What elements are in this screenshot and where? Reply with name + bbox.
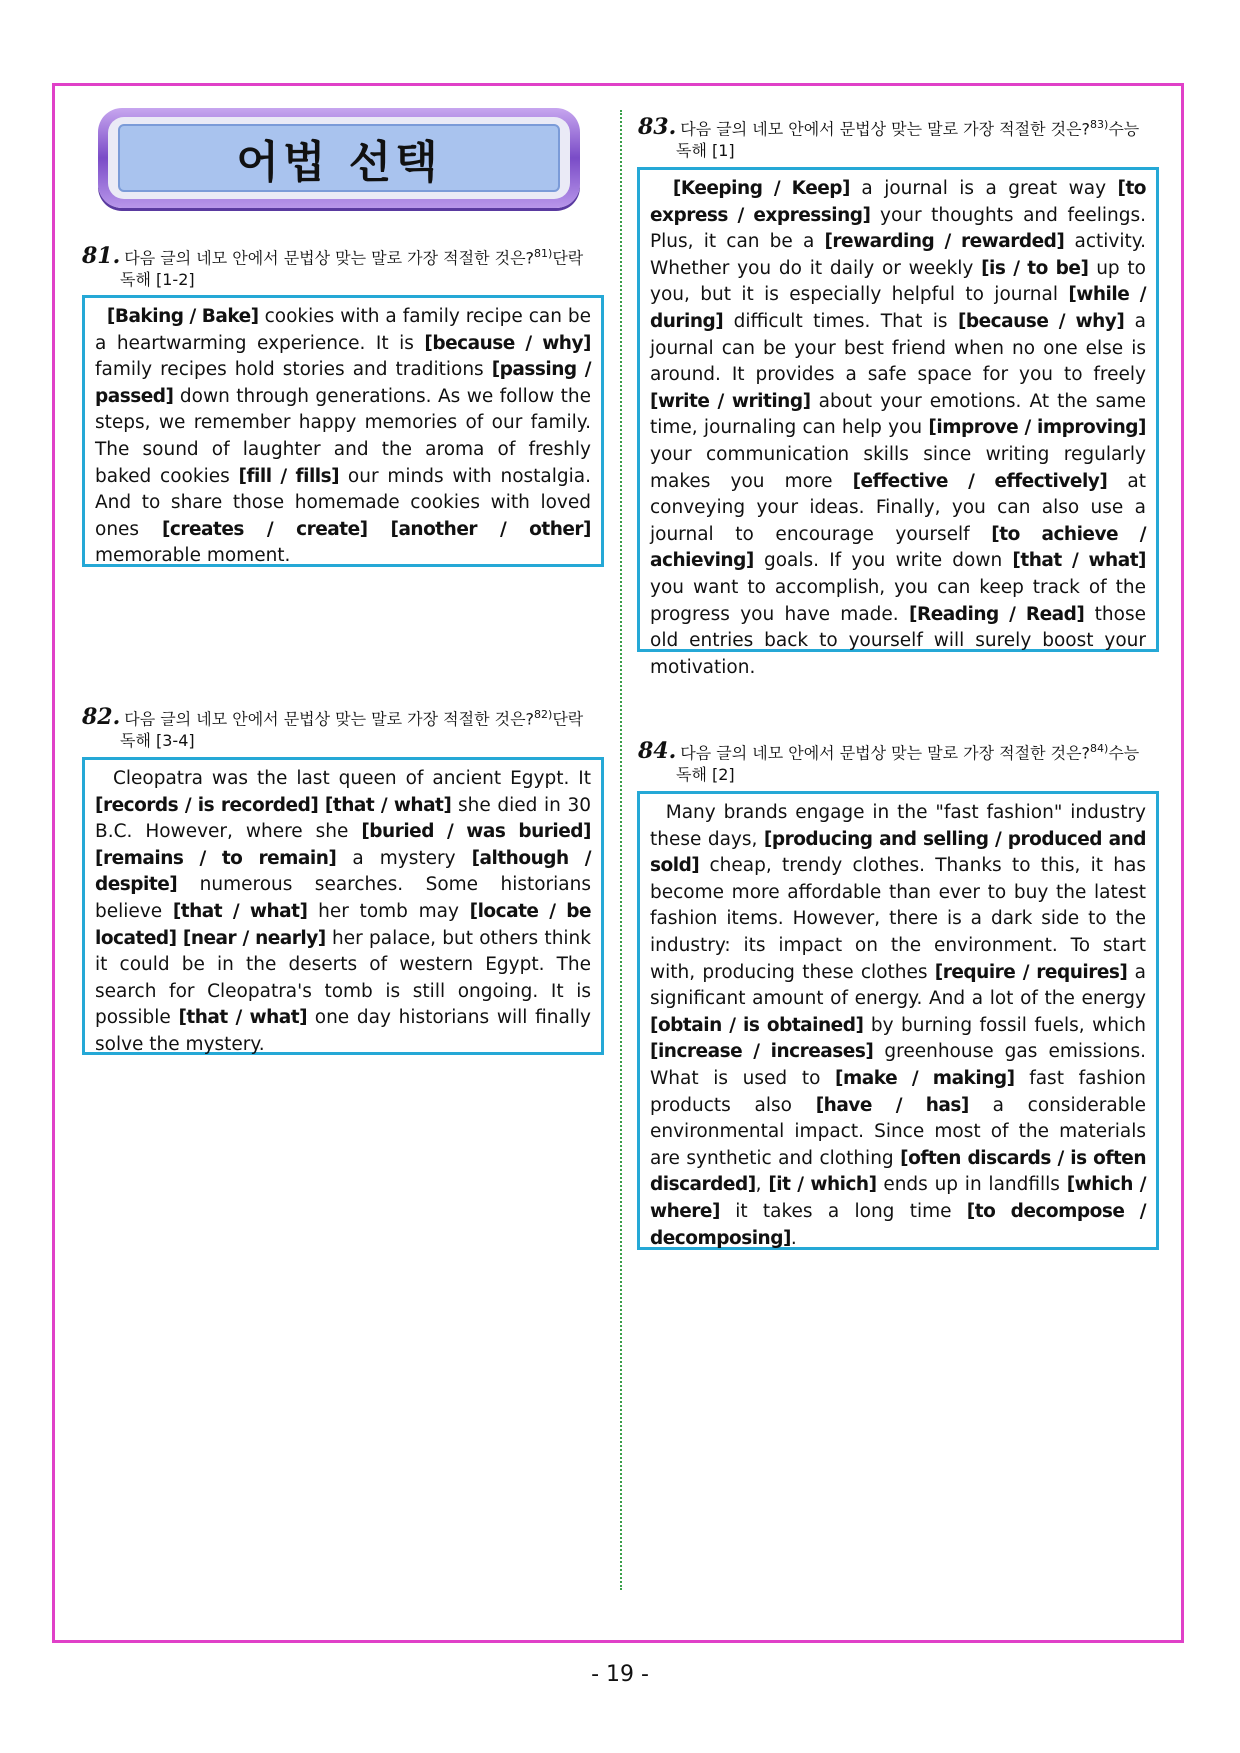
question-81-header [82,243,612,291]
passage-text: Many brands engage in the "fast fashion" industry these days, [producing and selling / produced and sold] cheap, trendy clothes. Thanks to this, it has become more affordable than ever to buy the latest fashion items. However, there is a dark side to the industry: its impact on the environment. To start with, producing these clothes [require / requires] a significant amount of energy. And a lot of the energy [obtain / is obtained] by burning fossil fuels, which [increase / increases] greenhouse gas emissions. What is used to [make / making] fast fashion products also [have / has] a considerable environmental impact. Since most of the materials are synthetic and clothing [often discards / is often discarded], [it / which] ends up in landfills [which / where] it takes a long time [to decompose / decomposing]. [650,802,1147,1249]
footnote-ref: 82) [534,708,553,721]
grammar-choice: [which / where] [650,1174,1146,1222]
grammar-choice: [obtain / is obtained] [650,1014,864,1036]
passage-text: [Keeping / Keep] a journal is a great way [to express / expressing] your thoughts and feelings. Plus, it can be a [rewarding / rewarded] activity. Whether you do it daily or weekly [is / to be] up to you, but it is especially helpful to journal [while / during] difficult times. That is [because / why] a journal can be your best friend when no one else is around. It provides a safe space for you to freely [write / writing] about your emotions. At the same time, journaling can help you [improve / improving] your communication skills since writing regularly makes you more [effective / effectively] at conveying your ideas. Finally, you can also use a journal to encourage yourself [to achieve / achieving] goals. If you write down [that / what] you want to accomplish, you can keep track of the progress you have made. [Reading / Read] those old entries back to yourself will surely boost your motivation. [650,178,1147,678]
grammar-choice: [records / is recorded] [95,794,319,816]
grammar-choice: [locate / be located] [95,900,592,949]
question-84-header [638,738,1168,786]
grammar-choice: [near / nearly] [182,927,326,949]
footnote-ref: 83) [1090,118,1109,131]
question-number: 81. [82,243,121,270]
question-sub: 독해 [1] [676,141,735,161]
grammar-choice: [creates / create] [161,518,368,540]
grammar-choice: [Reading / Read] [909,603,1085,625]
footnote-ref: 84) [1090,742,1109,755]
question-source: 수능 [1108,119,1140,139]
footnote-ref: 81) [534,247,553,260]
grammar-choice: [to express / expressing] [650,178,1146,226]
grammar-choice: [often discards / is often discarded] [650,1147,1146,1196]
grammar-choice: [to decompose / decomposing] [650,1200,1146,1249]
grammar-choice: [another / other] [390,518,591,540]
question-82-header [82,704,612,752]
passage-text: [Baking / Bake] cookies with a family recipe can be a heartwarming experience. It is [because / why] family recipes hold stories and traditions [passing / passed] down through generations. As we follow the steps, we remember happy memories of our family. The sound of laughter and the aroma of freshly baked cookies [fill / fills] our minds with nostalgia. And to share those homemade cookies with loved ones [creates / create] [another / other] memorable moment. [95,306,591,567]
section-banner [98,108,580,208]
question-source: 단락 [552,709,584,729]
grammar-choice: [that / what] [324,794,452,816]
grammar-choice: [effective / effectively] [852,470,1108,492]
grammar-choice: [to achieve / achieving] [650,523,1146,572]
passage-text: Cleopatra was the last queen of ancient Egypt. It [records / is recorded] [that / what] she died in 30 B.C. However, where she [buried / was buried] [remains / to remain] a mystery [although / despite] numerous searches. Some historians believe [that / what] her tomb may [locate / be located] [near / nearly] her palace, but others think it could be in the deserts of western Egypt. The search for Cleopatra's tomb is still ongoing. It is possible [that / what] one day historians will finally solve the mystery. [95,768,592,1055]
grammar-choice: [improve / improving] [928,417,1146,439]
grammar-choice: [is / to be] [981,257,1089,279]
section-title: 어법 선택 [236,137,442,188]
grammar-choice: [that / what] [1012,550,1146,572]
grammar-choice: [increase / increases] [650,1041,874,1063]
grammar-choice: [have / has] [815,1094,969,1116]
question-number: 83. [638,114,677,141]
passage-box-82 [82,757,604,1055]
question-sub: 독해 [1-2] [120,270,195,290]
question-instruction: 다음 글의 네모 안에서 문법상 맞는 말로 가장 적절한 것은? [124,709,535,729]
page-number: - 19 - [591,1662,649,1687]
question-source: 수능 [1108,743,1140,763]
question-instruction: 다음 글의 네모 안에서 문법상 맞는 말로 가장 적절한 것은? [680,743,1091,763]
grammar-choice: [that / what] [172,900,308,922]
grammar-choice: [passing / passed] [95,359,591,407]
grammar-choice: [although / despite] [95,847,591,896]
grammar-choice: [because / why] [424,332,591,354]
passage-box-81 [82,295,604,567]
passage-box-84 [637,791,1159,1250]
question-sub: 독해 [3-4] [120,731,195,751]
grammar-choice: [make / making] [835,1067,1015,1089]
grammar-choice: [remains / to remain] [95,847,337,869]
column-divider [620,110,622,1590]
grammar-choice: [it / which] [768,1174,877,1196]
grammar-choice: [rewarding / rewarded] [824,231,1065,253]
question-number: 84. [638,738,677,765]
grammar-choice: [while / during] [650,284,1146,332]
passage-box-83 [637,167,1159,678]
grammar-choice: [buried / was buried] [361,821,591,843]
grammar-choice: [require / requires] [934,961,1128,983]
grammar-choice: [Keeping / Keep] [672,178,850,199]
question-instruction: 다음 글의 네모 안에서 문법상 맞는 말로 가장 적절한 것은? [124,248,535,268]
question-sub: 독해 [2] [676,765,735,785]
grammar-choice: [Baking / Bake] [106,306,259,327]
question-instruction: 다음 글의 네모 안에서 문법상 맞는 말로 가장 적절한 것은? [680,119,1091,139]
grammar-choice: [because / why] [957,310,1125,332]
question-83-header [638,114,1168,162]
grammar-choice: [write / writing] [650,390,811,412]
grammar-choice: [fill / fills] [238,465,340,487]
question-number: 82. [82,704,121,731]
grammar-choice: [that / what] [178,1007,308,1029]
question-source: 단락 [552,248,584,268]
grammar-choice: [producing and selling / produced and sold] [650,828,1146,877]
